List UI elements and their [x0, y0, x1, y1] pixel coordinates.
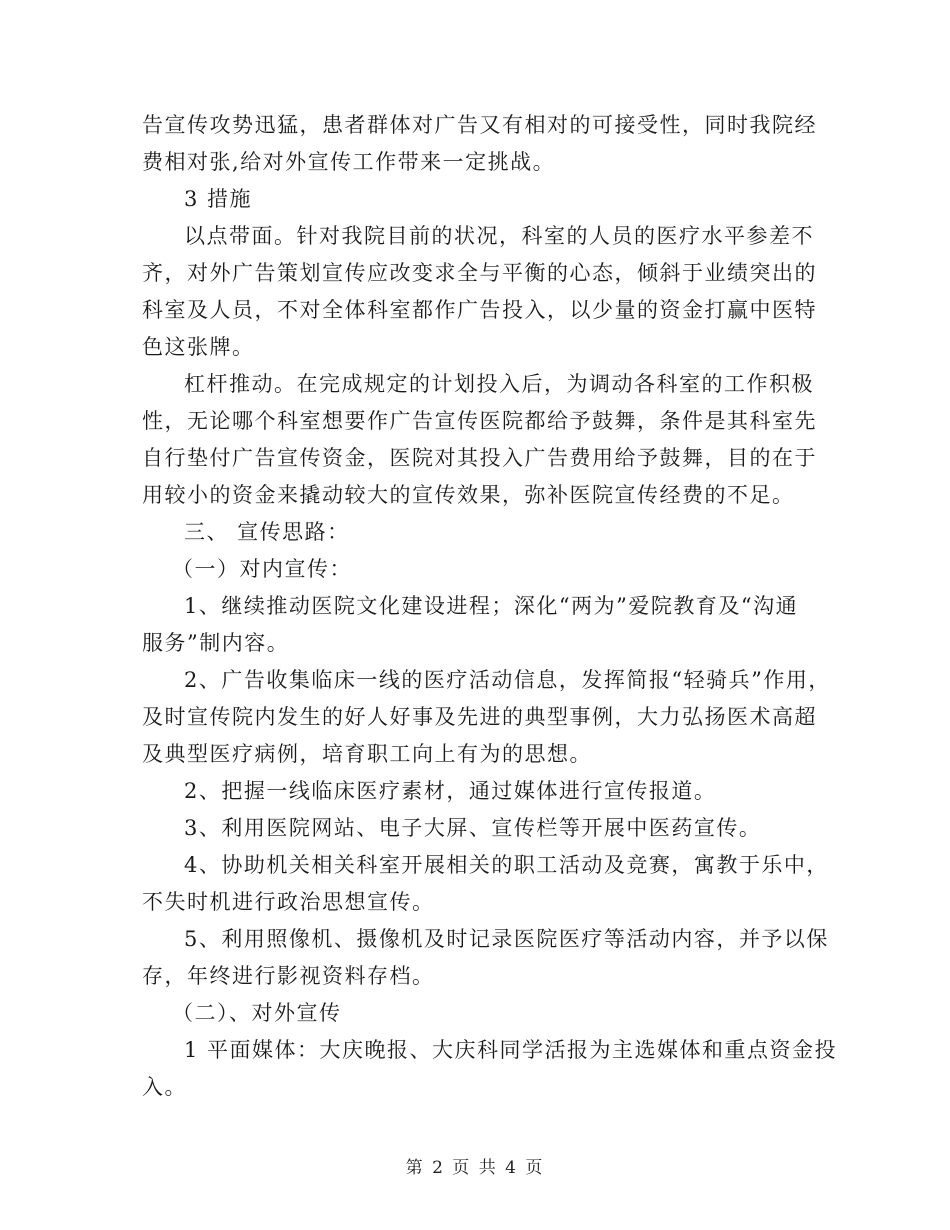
text-line: 费相对张,给对外宣传工作带来一定挑战。 [142, 150, 556, 174]
section-heading-ideas: 三、 宣传思路： [184, 520, 350, 544]
text-line: 存，年终进行影视资料存档。 [142, 964, 435, 988]
subsection-heading-internal: （一）对内宣传： [172, 557, 352, 581]
text-line: 服务”制内容。 [142, 631, 290, 655]
text-line: 入。 [142, 1075, 187, 1099]
text-line: 4、协助机关相关科室开展相关的职工活动及竞赛，寓教于乐中， [184, 853, 829, 877]
text-line: 杠杆推动。在完成规定的计划投入后，为调动各科室的工作积极 [184, 372, 814, 396]
text-line: 1、继续推动医院文化建设进程；深化“两为”爱院教育及“沟通 [184, 594, 799, 618]
text-line: 自行垫付广告宣传资金，医院对其投入广告费用给予鼓舞，目的在于 [142, 446, 817, 470]
text-line: 3、利用医院网站、电子大屏、宣传栏等开展中医药宣传。 [184, 816, 762, 840]
text-line: 不失时机进行政治思想宣传。 [142, 890, 435, 914]
page-number-footer: 第 2 页 共 4 页 [405, 1158, 545, 1178]
text-line: 以点带面。针对我院目前的状况，科室的人员的医疗水平参差不 [184, 224, 814, 248]
text-line: 用较小的资金来撬动较大的宣传效果，弥补医院宣传经费的不足。 [142, 483, 795, 507]
subsection-heading-external: （二）、对外宣传 [172, 1001, 342, 1025]
text-line: 齐，对外广告策划宣传应改变求全与平衡的心态，倾斜于业绩突出的 [142, 261, 817, 285]
text-line: 科室及人员，不对全体科室都作广告投入，以少量的资金打赢中医特 [142, 298, 817, 322]
text-line: 色这张牌。 [142, 335, 255, 359]
section-heading-measures: 3 措施 [184, 187, 253, 211]
body-text [142, 108, 842, 1104]
text-line: 性，无论哪个科室想要作广告宣传医院都给予鼓舞，条件是其科室先 [142, 409, 817, 433]
text-line: 及典型医疗病例，培育职工向上有为的思想。 [142, 742, 592, 766]
text-line: 告宣传攻势迅猛，患者群体对广告又有相对的可接受性，同时我院经 [142, 113, 817, 137]
text-line: 2、广告收集临床一线的医疗活动信息，发挥简报“轻骑兵”作用， [184, 668, 831, 692]
text-line: 1 平面媒体：大庆晚报、大庆科同学活报为主选媒体和重点资金投 [184, 1038, 838, 1062]
text-line: 5、利用照像机、摄像机及时记录医院医疗等活动内容，并予以保 [184, 927, 829, 951]
text-line: 及时宣传院内发生的好人好事及先进的典型事例，大力弘扬医术高超 [142, 705, 817, 729]
text-line: 2、把握一线临床医疗素材，通过媒体进行宣传报道。 [184, 779, 717, 803]
